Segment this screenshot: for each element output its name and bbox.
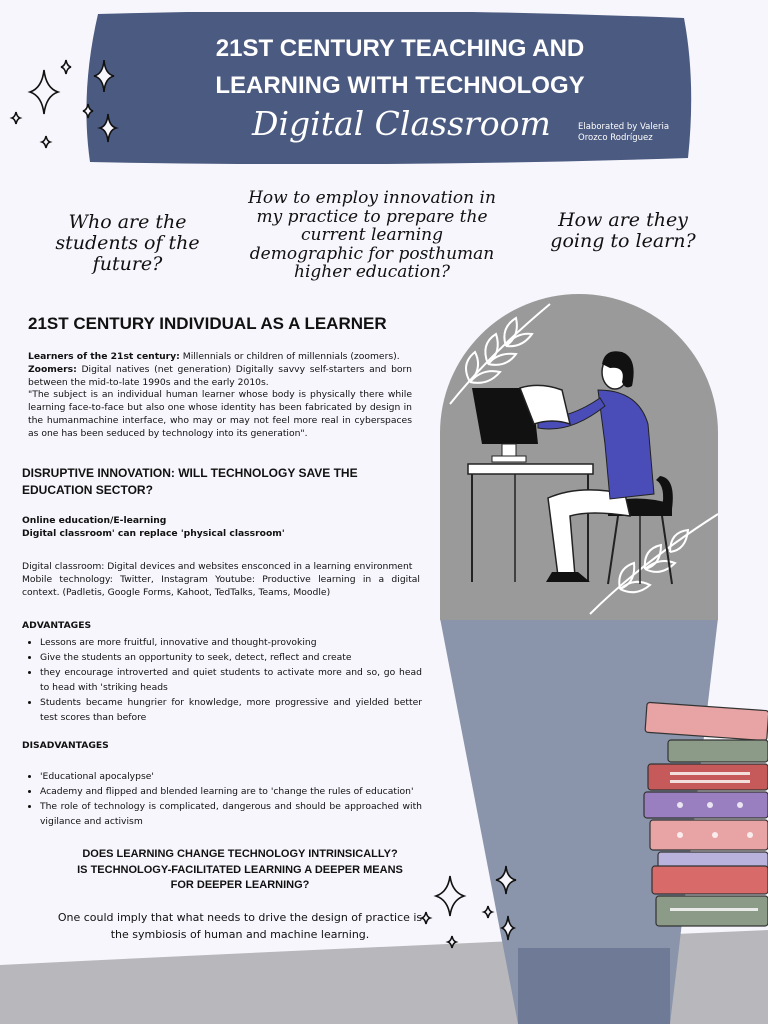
disadvantages-section [22, 740, 422, 829]
closing-questions [40, 847, 440, 894]
learner-paragraph [28, 351, 412, 441]
disruptive-paragraph [22, 561, 420, 599]
closing-line-1: One could imply that what needs to drive the design of practice is [57, 911, 423, 924]
advantages-heading: ADVANTAGES [22, 620, 92, 631]
list-item: • they encourage introverted and quiet students to activate more and so, go head to head with 'striking heads [40, 665, 422, 695]
digital-classroom-line: Digital classroom: Digital devices and websites ensconced in a learning environment [22, 561, 413, 572]
advantages-section [22, 620, 422, 725]
sparkle-icon [414, 862, 524, 952]
section-heading-disruptive: DISRUPTIVE INNOVATION: WILL TECHNOLOGY SAVE THE EDUCATION SECTOR? [22, 466, 358, 497]
sparkle-icon [8, 56, 128, 156]
closing-question-1: DOES LEARNING CHANGE TECHNOLOGY INTRINSICALLY? [82, 848, 398, 860]
elearning-subheading: Online education/E-learning [22, 515, 167, 526]
learner-quote: "The subject is an individual human learner whose body is physically there while learning face-to-face but also one whose identity has been fabricated by design in the humanmachine interface, who may or may not feel more real in cyberspaces as one has been seduced by technology into its generation". [28, 389, 412, 439]
books-stack-illustration [640, 700, 768, 932]
learners-label: Learners of the 21st century: [28, 351, 180, 362]
closing-statement [30, 909, 450, 943]
page-title [140, 30, 660, 104]
subtitle: Digital Classroom [252, 104, 551, 143]
list-item: • 'Educational apocalypse' [40, 769, 422, 784]
mobile-technology-line: Mobile technology: Twitter, Instagram Youtube: Productive learning in a digital context. (Padletis, Google Forms, Kahoot, TedTalks, Teams, Moodle) [22, 573, 420, 598]
zoomers-label: Zoomers: [28, 363, 77, 375]
list-item: • Students became hungrier for knowledge, more progressive and yielded better test scores than before [40, 695, 422, 725]
closing-line-2: the symbiosis of human and machine learning. [110, 928, 370, 941]
list-item: • Lessons are more fruitful, innovative and thought-provoking [40, 635, 422, 650]
student-illustration [440, 294, 718, 620]
advantages-list [22, 635, 422, 725]
credit-line-2: Orozco Rodríguez [578, 133, 653, 143]
section-heading-learner: 21ST CENTURY INDIVIDUAL AS A LEARNER [28, 314, 387, 333]
digital-classroom-subheading: Digital classroom' can replace 'physical classroom' [22, 527, 285, 539]
closing-question-3: FOR DEEPER LEARNING? [170, 879, 310, 891]
list-item: • Academy and flipped and blended learning are to 'change the rules of education' [40, 784, 422, 799]
list-item: • Give the students an opportunity to seek, detect, reflect and create [40, 650, 422, 665]
question-how-learn: How are they going to learn? [550, 209, 696, 252]
question-students-future: Who are the students of the future? [55, 211, 200, 275]
list-item: • The role of technology is complicated, dangerous and should be approached with vigilance and activism [40, 799, 422, 829]
disadvantages-heading: DISADVANTAGES [22, 740, 109, 751]
question-innovation: How to employ innovation in my practice to prepare the current learning demographic for posthuman higher education? [248, 188, 496, 282]
closing-question-2: IS TECHNOLOGY-FACILITATED LEARNING A DEEPER MEANS [77, 863, 403, 876]
zoomers-text: Digital natives (net generation) Digitally savvy self-starters and born between the mid-to-late 1990s and the early 2010s. [28, 363, 412, 388]
credit-line-1: Elaborated by Valeria [578, 122, 670, 132]
disruptive-subheadings [22, 515, 420, 541]
title-line-2: LEARNING WITH TECHNOLOGY [215, 72, 585, 99]
learners-text: Millennials or children of millennials (zoomers). [179, 351, 400, 362]
disadvantages-list [22, 769, 422, 829]
title-line-1: 21ST CENTURY TEACHING AND [215, 35, 585, 62]
author-credit [578, 122, 688, 144]
